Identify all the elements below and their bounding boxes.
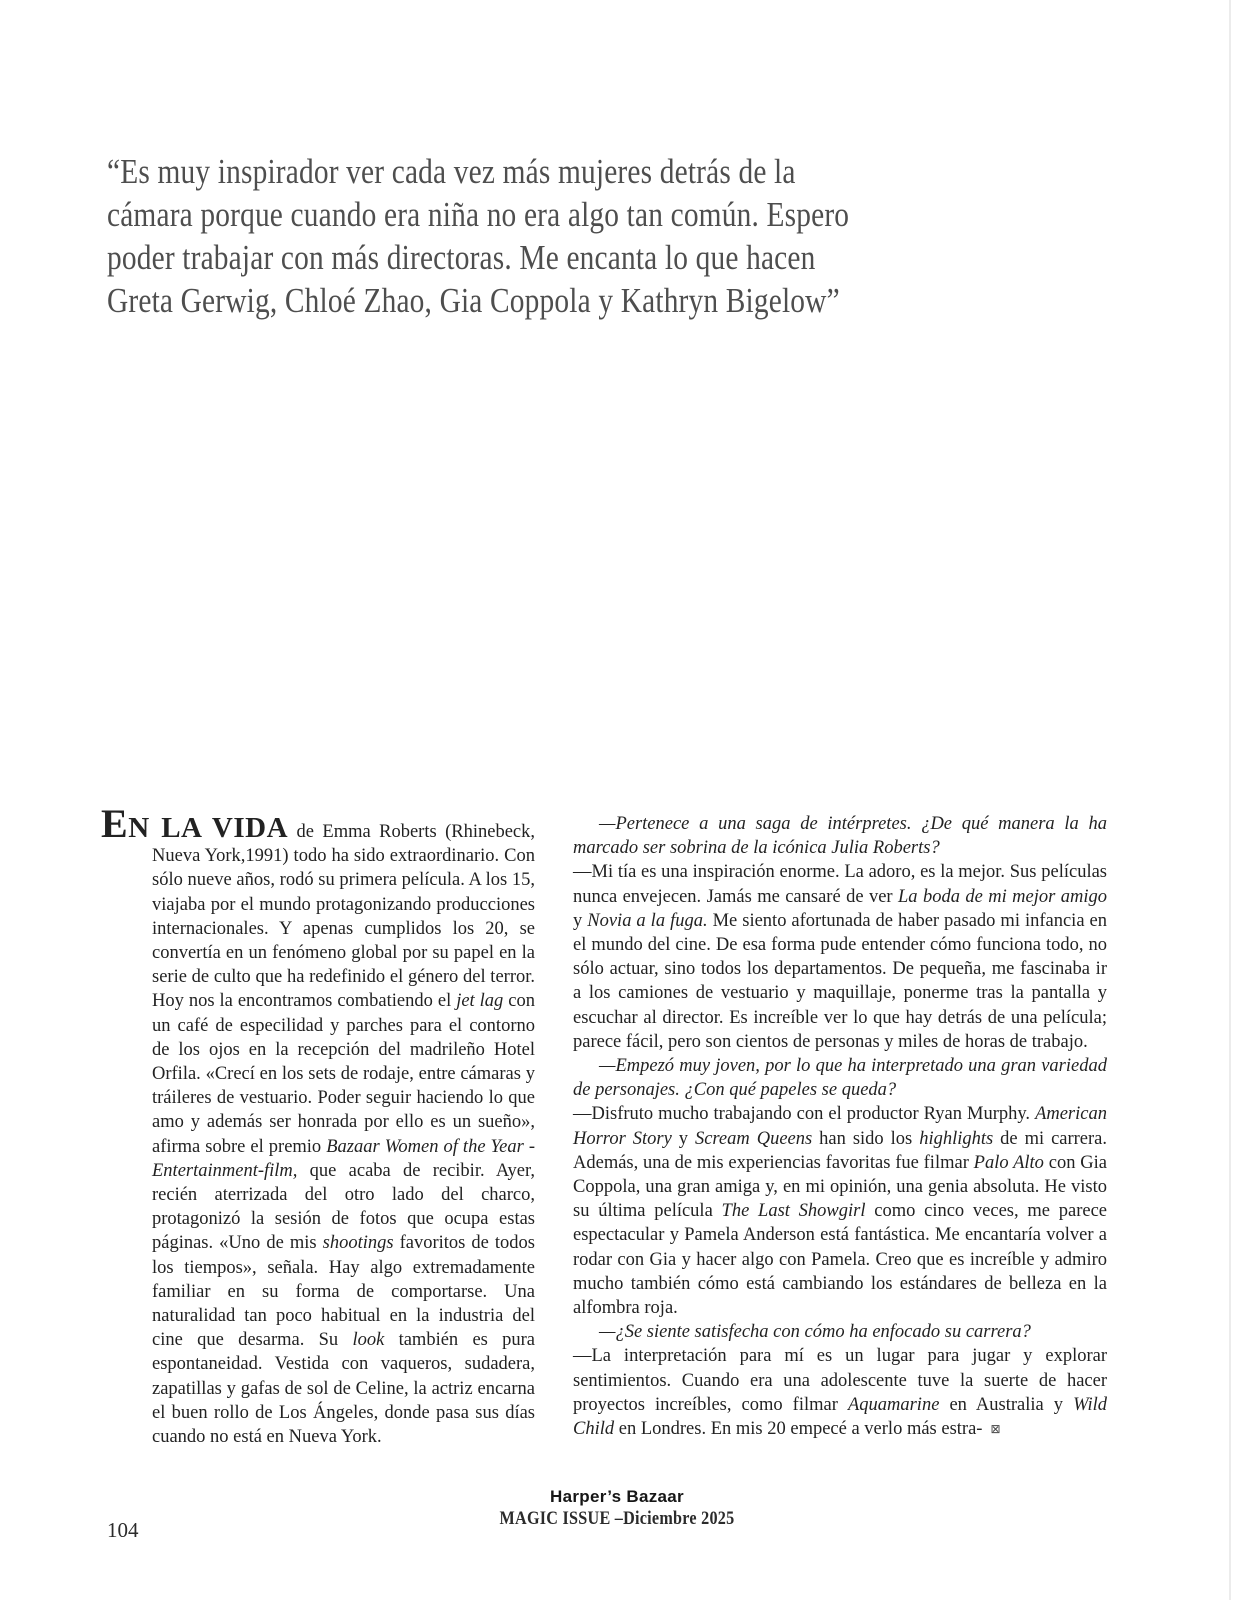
interview-answer [573, 860, 1107, 1054]
interview-question [573, 1054, 1107, 1102]
text-run: —Pertenece a una saga de intérpretes. ¿De qué manera la ha marcado ser sobrina de la icónica Julia Roberts? [573, 814, 1107, 859]
text-run: también es pura espontaneidad. Vestida con vaqueros, sudadera, zapatillas y gafas de sol de Celine, la actriz encarna el buen rollo de Los Ángeles, donde pasa sus días cuando no está en Nueva York. [152, 1330, 536, 1448]
text-run: han sido los [812, 1128, 920, 1149]
lede-opener-initial: E [101, 801, 129, 846]
pull-quote-line: cámara porque cuando era niña no era algo tan común. Espero [107, 195, 850, 234]
text-run: —Disfruto mucho trabajando con el productor Ryan Murphy. [573, 1104, 1036, 1125]
italic-run: shootings [322, 1233, 394, 1254]
text-run: favoritos de todos los tiempos», señala. Hay algo extremadamente familiar en su forma de comportarse. Una naturalidad tan poco habitual en la industria del cine que desarma. Su [152, 1233, 536, 1351]
lede-body-text [152, 822, 535, 1447]
text-run: Me siento afortunada de haber pasado mi infancia en el mundo del cine. De esa forma pude entender cómo funciona todo, no sólo actuar, sino todos los departamentos. De pequeña, me fascinaba ir a los camiones de vestuario y maquillaje, ponerme tras la pantalla y escuchar al director. Es increíble ver lo que hay detrás de una película; parece fácil, pero son cientos de personas y miles de horas de trabajo. [573, 910, 1107, 1052]
pull-quote-line: Greta Gerwig, Chloé Zhao, Gia Coppola y Kathryn Bigelow” [107, 281, 840, 320]
text-run: con Gia Coppola, una gran amiga y, en mi opinión, una genia absoluta. He visto su última película [573, 1152, 1107, 1222]
lede-column [101, 801, 536, 1449]
lede-paragraph [101, 801, 536, 1449]
pull-quote-line: poder trabajar con más directoras. Me encanta lo que hacen [107, 238, 816, 277]
text-run: —Mi tía es una inspiración enorme. La adoro, es la mejor. Sus películas nunca envejecen. Jamás me cansaré de ver [573, 862, 1107, 907]
lede-opener-rest: N LA VIDA [128, 812, 289, 844]
italic-run: Bazaar Women of the Year - Entertainment-film, [152, 1136, 535, 1181]
end-of-article-mark: ⊠ [990, 1422, 1001, 1437]
italic-run: jet lag [456, 991, 504, 1012]
interview-question [573, 1320, 1107, 1344]
text-run: —¿Se siente satisfecha con cómo ha enfocado su carrera? [599, 1322, 1031, 1343]
text-run: como cinco veces, me parece espectacular y Pamela Anderson está fantástica. Me encantaría volver a rodar con Gia y hacer algo con Pamela. Creo que es increíble y admiro mucho también cómo está cambiando los estándares de belleza en la alfombra roja. [573, 1201, 1107, 1319]
text-run: en Australia y [939, 1394, 1074, 1415]
pull-quote [107, 150, 991, 322]
italic-run: Palo Alto [973, 1152, 1044, 1173]
interview-answer [573, 1102, 1107, 1320]
footer-page-number: 104 [107, 1518, 139, 1542]
page-edge-line [1229, 0, 1231, 1600]
footer-issue: MAGIC ISSUE –Diciembre 2025 [499, 1508, 735, 1529]
text-run: y [573, 910, 588, 931]
pull-quote-line: “Es muy inspirador ver cada vez más mujeres detrás de la [107, 152, 796, 191]
text-run: con un café de especilidad y parches para el contorno de los ojos en la recepción del madrileño Hotel Orfila. «Crecí en los sets de rodaje, entre cámaras y tráileres de vestuario. Poder seguir haciendo lo que amo y además ser honrada por ello es un sueño», afirma sobre el premio [152, 991, 535, 1157]
interview-question [573, 812, 1107, 860]
interview-column [573, 812, 1107, 1442]
text-run: que acaba de recibir. Ayer, recién aterrizada del otro lado del charco, protagonizó la sesión de fotos que ocupa estas páginas. «Uno de mis [152, 1160, 535, 1254]
text-run: de mi carrera. Además, una de mis experiencias favoritas fue filmar [573, 1128, 1108, 1173]
text-run: —Empezó muy joven, por lo que ha interpretado una gran variedad de personajes. ¿Con qué papeles se queda? [573, 1056, 1107, 1101]
italic-run: Novia a la fuga. [587, 910, 708, 931]
italic-run: Wild Child [573, 1394, 1107, 1440]
italic-run: La boda de mi mejor amigo [898, 886, 1108, 907]
italic-run: The Last Showgirl [721, 1201, 866, 1222]
text-run: en Londres. En mis 20 empecé a verlo más estra- [614, 1419, 983, 1440]
italic-run: American Horror Story [573, 1104, 1107, 1149]
footer-brand: Harper’s Bazaar [550, 1487, 684, 1506]
italic-run: look [352, 1330, 385, 1351]
text-run: de Emma Roberts (Rhinebeck, Nueva York,1991) todo ha sido extraordinario. Con sólo nueve años, rodó su primera película. A los 15, viajaba por el mundo protagonizando producciones internacionales. Y apenas cumplidos los 20, se convertía en un fenómeno global por su papel en la serie de culto que ha redefinido el género del terror. Hoy nos la encontramos combatiendo el [152, 822, 536, 1012]
italic-run: highlights [919, 1128, 994, 1149]
interview-answer [573, 1344, 1107, 1442]
italic-run: Aquamarine [847, 1394, 940, 1415]
text-run: y [671, 1128, 695, 1149]
text-run: —La interpretación para mí es un lugar para jugar y explorar sentimientos. Cuando era una adolescente tuve la suerte de hacer proyectos increíbles, como filmar [573, 1346, 1107, 1415]
italic-run: Scream Queens [694, 1128, 813, 1149]
